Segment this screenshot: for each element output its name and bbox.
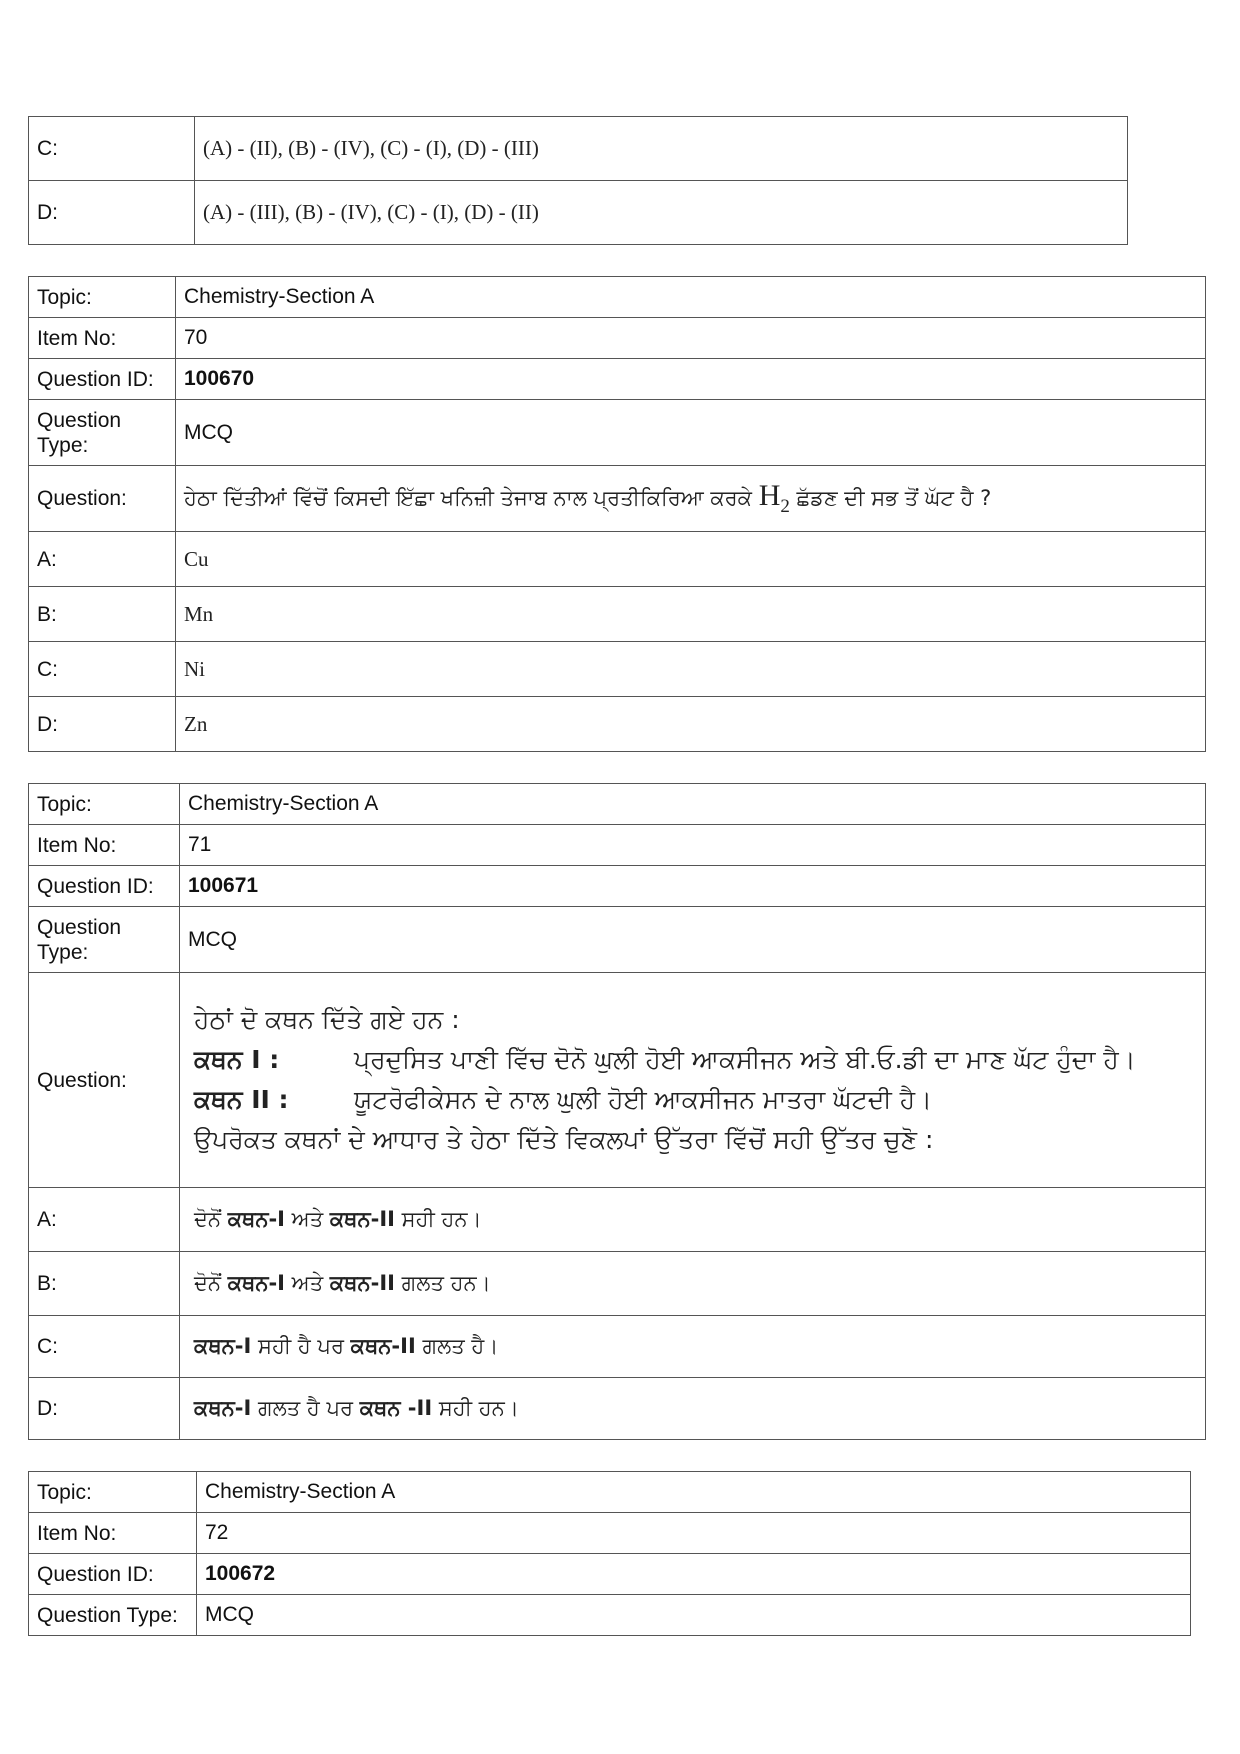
option-text: Ni (176, 642, 1206, 697)
option-label: C: (29, 117, 195, 181)
question-table-70 (28, 276, 1206, 752)
statement-2-text: ਯੂਟਰੋਫੀਕੇਸਨ ਦੇ ਨਾਲ ਘੁਲੀ ਹੋਈ ਆਕਸੀਜਨ ਮਾਤਰਾ ਘੱਟਦੀ ਹੈ। (354, 1085, 932, 1114)
statement-ref: ਕਥਨ-I (194, 1396, 252, 1420)
question-type-label: Question Type: (29, 400, 176, 466)
question-id-label: Question ID: (29, 866, 180, 907)
option-text-part: ਅਤੇ (285, 1207, 330, 1231)
question-type-row (29, 1595, 1191, 1636)
question-text (180, 973, 1206, 1188)
question-table-72 (28, 1471, 1191, 1636)
question-label: Question: (29, 973, 180, 1188)
question-type-value: MCQ (176, 400, 1206, 466)
statement-ref: ਕਥਨ-I (227, 1207, 285, 1231)
question-row (29, 973, 1206, 1188)
statement-ref: ਕਥਨ-I (227, 1271, 285, 1295)
option-row (29, 117, 1128, 181)
topic-label: Topic: (29, 277, 176, 318)
question-text-pre: ਹੇਠਾ ਦਿੱਤੀਆਂ ਵਿੱਚੋਂ ਕਿਸਦੀ ਇੱਛਾ ਖਨਿਜ਼ੀ ਤੇਜਾਬ ਨਾਲ ਪ੍ਰਤੀਕਿਰਿਆ ਕਰਕੇ (184, 486, 759, 510)
topic-row (29, 277, 1206, 318)
option-row (29, 532, 1206, 587)
question-table-71 (28, 783, 1206, 1440)
statement-1-text: ਪ੍ਰਦੁਸਿਤ ਪਾਣੀ ਵਿੱਚ ਦੋਨੋ ਘੁਲੀ ਹੋਈ ਆਕਸੀਜਨ ਅਤੇ ਬੀ.ਓ.ਡੀ ਦਾ ਮਾਣ ਘੱਟ ਹੁੰਦਾ ਹੈ। (354, 1045, 1136, 1074)
option-text (180, 1188, 1206, 1252)
item-no-value: 71 (180, 825, 1206, 866)
option-label: A: (29, 532, 176, 587)
statement-1-label: ਕਥਨ I : (194, 1045, 280, 1074)
h2-formula (758, 479, 790, 517)
question-id-row (29, 1554, 1191, 1595)
statement-ref: ਕਥਨ-II (329, 1271, 395, 1295)
statement-1 (194, 1045, 1197, 1075)
option-text: Zn (176, 697, 1206, 752)
statement-ref: ਕਥਨ-II (350, 1334, 416, 1358)
question-intro: ਹੇਠਾਂ ਦੋ ਕਥਨ ਦਿੱਤੇ ਗਏ ਹਨ : (194, 1005, 460, 1034)
question-type-label: Question Type: (29, 907, 180, 973)
option-text-part: ਅਤੇ (285, 1271, 330, 1295)
option-text: Mn (176, 587, 1206, 642)
option-text (180, 1316, 1206, 1378)
option-row (29, 1188, 1206, 1252)
topic-row (29, 1472, 1191, 1513)
item-no-label: Item No: (29, 318, 176, 359)
option-text-part: ਗਲਤ ਹੈ। (415, 1334, 499, 1358)
option-text-part: ਦੋਨੋਂ (194, 1207, 228, 1231)
item-no-value: 70 (176, 318, 1206, 359)
option-row (29, 642, 1206, 697)
option-text-part: ਸਹੀ ਹੈ ਪਰ (251, 1334, 351, 1358)
option-row (29, 1316, 1206, 1378)
option-label: A: (29, 1188, 180, 1252)
option-label: C: (29, 642, 176, 697)
statement-2 (194, 1085, 1197, 1115)
question-id-row (29, 866, 1206, 907)
option-label: D: (29, 697, 176, 752)
question-id-value: 100670 (176, 359, 1206, 400)
item-no-value: 72 (197, 1513, 1191, 1554)
question-type-value: MCQ (197, 1595, 1191, 1636)
option-text: (A) - (III), (B) - (IV), (C) - (I), (D) - (II) (195, 181, 1128, 245)
question-label: Question: (29, 466, 176, 532)
question-id-value: 100671 (180, 866, 1206, 907)
option-text-part: ਗਲਤ ਹਨ। (394, 1271, 491, 1295)
option-text-part: ਸਹੀ ਹਨ। (432, 1396, 519, 1420)
previous-question-options-table (28, 116, 1128, 245)
topic-row (29, 784, 1206, 825)
item-no-label: Item No: (29, 825, 180, 866)
option-row (29, 697, 1206, 752)
question-id-label: Question ID: (29, 1554, 197, 1595)
question-type-label: Question Type: (29, 1595, 197, 1636)
question-id-row (29, 359, 1206, 400)
item-no-label: Item No: (29, 1513, 197, 1554)
option-row (29, 1252, 1206, 1316)
option-text-part: ਸਹੀ ਹਨ। (394, 1207, 482, 1231)
topic-label: Topic: (29, 784, 180, 825)
item-no-row (29, 1513, 1191, 1554)
question-type-value: MCQ (180, 907, 1206, 973)
topic-value: Chemistry-Section A (180, 784, 1206, 825)
option-label: D: (29, 1378, 180, 1440)
statement-ref: ਕਥਨ -II (359, 1396, 433, 1420)
topic-label: Topic: (29, 1472, 197, 1513)
option-text (180, 1378, 1206, 1440)
option-text (180, 1252, 1206, 1316)
item-no-row (29, 318, 1206, 359)
option-label: B: (29, 1252, 180, 1316)
statement-ref: ਕਥਨ-I (194, 1334, 252, 1358)
question-closing: ਉਪਰੋਕਤ ਕਥਨਾਂ ਦੇ ਆਧਾਰ ਤੇ ਹੇਠਾ ਦਿੱਤੇ ਵਿਕਲਪਾਂ ਉੱਤਰਾ ਵਿੱਚੋਂ ਸਹੀ ਉੱਤਰ ਚੁਣੋ : (194, 1125, 934, 1154)
option-text: (A) - (II), (B) - (IV), (C) - (I), (D) - (III) (195, 117, 1128, 181)
statement-2-label: ਕਥਨ II : (194, 1085, 289, 1114)
question-id-value: 100672 (197, 1554, 1191, 1595)
question-type-row (29, 907, 1206, 973)
h2-symbol: H (758, 479, 781, 512)
option-text-part: ਦੋਨੋਂ (194, 1271, 228, 1295)
topic-value: Chemistry-Section A (197, 1472, 1191, 1513)
topic-value: Chemistry-Section A (176, 277, 1206, 318)
statement-ref: ਕਥਨ-II (329, 1207, 395, 1231)
option-label: B: (29, 587, 176, 642)
question-text (176, 466, 1206, 532)
h2-subscript: 2 (780, 496, 790, 517)
option-row (29, 587, 1206, 642)
question-id-label: Question ID: (29, 359, 176, 400)
option-label: D: (29, 181, 195, 245)
option-text-part: ਗਲਤ ਹੈ ਪਰ (251, 1396, 360, 1420)
question-row (29, 466, 1206, 532)
question-type-row (29, 400, 1206, 466)
option-row (29, 181, 1128, 245)
item-no-row (29, 825, 1206, 866)
option-row (29, 1378, 1206, 1440)
option-label: C: (29, 1316, 180, 1378)
option-text: Cu (176, 532, 1206, 587)
question-text-post: ਛੱਡਣ ਦੀ ਸਭ ਤੋਂ ਘੱਟ ਹੈ ? (789, 486, 992, 510)
